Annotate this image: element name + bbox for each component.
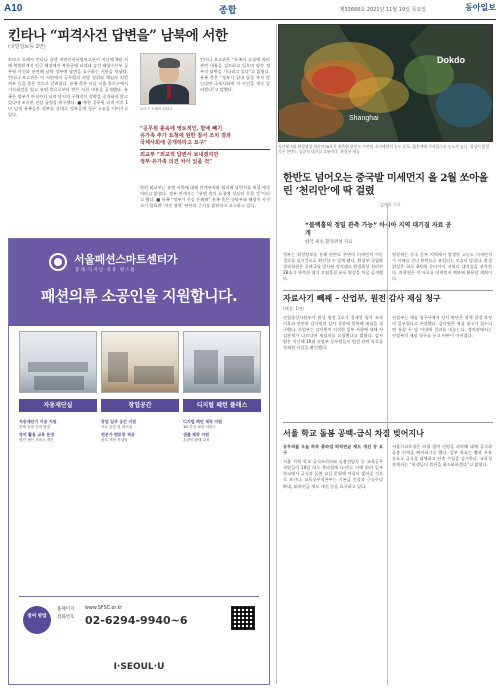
article1-headline: 킨타나 “피격사건 답변을” 남북에 서한 (8, 28, 228, 44)
ad-col-item: 온라인 판매 교육 (183, 437, 210, 442)
ad-col-item: 판로 개척 컨설팅 (101, 437, 128, 442)
ad-col-title: 디지털 패턴 플래스 (183, 399, 261, 412)
page-header (4, 2, 496, 20)
ad-col-item: 봉제 공장 인력 양성 (19, 424, 51, 429)
ad-photo-digital-pattern (183, 331, 261, 393)
article4-body-text: 서울 지역 학교 급식조리사와 돌봄전담사 등 교육공무직원들이 19일 하루 총파업에 나선다. 이에 따라 일부 학교에서 급식과 돌봄 교실 운영에 차질이 빚어질 것으로 보인다. 교육공무직본부는 기본급 인상과 근속수당 확대, 퇴직연금 제도 개선 등을 요구하고 있다. (283, 459, 383, 489)
ad-brand: 서울패션스마트센터가 (74, 253, 178, 266)
pullquote-line: 정부·유가족 의견 차이 있을 것” (140, 159, 213, 165)
article2-headline: 한반도 넘어오는 중국발 미세먼지 올 2월 쏘아올린 ‘천리안’에 딱 걸렸 (283, 172, 488, 197)
page-number: A10 (4, 3, 23, 14)
article3-headline: 자료사기 빼째 – 산업부, 원전 감사 재심 청구 (283, 293, 441, 303)
ad-slogan: 패션의류 소공인을 지원합니다. (40, 287, 238, 305)
ad-photo-row (19, 331, 261, 393)
ad-col-item: 사무 공간 및 회의실 (101, 424, 133, 429)
ad-col-item: 자동재단기 이용 지원 (19, 419, 57, 424)
section-name: 종합 (219, 6, 237, 16)
article1-body-col3: 한편 외교부는 유엔 서한에 대해 관계부처와 협의해 답변서를 보낼 예정이라고 밝혔다. 정부 관계자는 “유엔 측의 요청에 성실히 응할 것”이라고 했다. ■ 유족 “정부가 진실 은폐해” 유족 측은 국방부와 해경이 사건 초기 발표한 ‘자진 월북’ 판단의 근거를 밝히라고 요구하고 있다. (140, 185, 270, 209)
article3-sub: (해설: 1면) (283, 306, 304, 311)
ad-contact-label: 전화번호 (57, 615, 75, 620)
ad-col-title: 창업공간 (101, 399, 179, 412)
ad-photo-cutting-room (19, 331, 97, 393)
person-photo (140, 53, 196, 105)
article1-body-col1: 토마스 오헤아 킨타나 유엔 북한인권특별보고관이 지난해 9월 서해 북방한계선 인근 해상에서 북한군에 피격돼 숨진 해양수산부 공무원 사건과 관련해 남북 정부에 답변을 요구하는 서한을 보냈다. 킨타나 보고관은 이 서한에서 공무원의 사망 경위와 책임자 처벌 여부 등을 물은 것으로 알려졌다. 유족 측은 이날 서울 종로구에서 기자회견을 열고 유엔 측으로부터 받은 서한 내용을 공개했다. 유족은 정부가 아직까지 피격 당시의 구체적인 상황을 공개하지 않고 있다며 조속한 진상 규명을 촉구했다. ■ 북한 공무원 피격 이후 1년 넘게 유족들은 정부를 상대로 정보공개 청구 소송을 이어가고 있다. (8, 57, 128, 117)
article2-body-col2: 영상에는 중국 동부 지역에서 발생한 고농도 미세먼지가 서해를 건너 한반도로 유입되는 모습이 담겼다. 환경위성은 하루 8차례 동아시아 지역의 대기질을 관측한다. 과학원은 이 자료를 미세먼지 예보에 활용할 계획이다. (392, 252, 492, 282)
ad-col-item: 전문가 멘토링 제공 (101, 432, 135, 437)
article1-pullquote (140, 126, 270, 181)
article2-byline: 김예윤 기자 (380, 202, 401, 207)
ad-contact-labels (57, 606, 74, 622)
ad-website-link[interactable]: www.SFSC.or.kr (85, 606, 123, 611)
advertisement (8, 238, 270, 685)
article2b-headline: “블랙홀의 정밀 관측 가능” 아시아 지역 대기질 자료 공개 (305, 222, 452, 237)
article4-body-col2: 서울시교육청은 파업 참여 인원을 파악해 대체 급식과 돌봄 인력을 배치하기로 했다. 일부 학교는 빵과 우유 등으로 급식을 대체하고 단축 수업을 실시한다. 교육청 관계자는 “학생들의 불편을 최소화하겠다”고 밝혔다. (392, 444, 492, 468)
ad-brand-sub: 봉제·디자인·유통 원스톱 (75, 268, 136, 273)
pullquote-line: 유가족 추가 요청에 원한 참서 조치 결과 (140, 133, 232, 139)
ad-phone-number: 02-6294-9940~6 (85, 614, 188, 627)
column-divider (387, 205, 388, 685)
article4-headline: 서울 학교 돌봄 공백-급식 차질 빚어지나 (283, 428, 424, 438)
ad-contact-label: 홈페이지 (57, 607, 75, 612)
section-divider (283, 422, 493, 423)
pullquote-line: 국제사회에 공개하라고 요구” (140, 140, 207, 146)
article3-body-col1: 산업통상자원부가 월성 원전 1호기 경제성 평가 조작 의혹과 관련한 감사원의 감사 결과에 불복해 재심을 청구했다. 산업부는 감사원이 지적한 일부 사항에 대해 사실관계가 다르다며 재심의를 요청했다고 밝혔다. 감사원은 지난해 10월 산업부 공무원들이 원전 관련 자료를 삭제한 사실을 확인했다. (283, 315, 383, 351)
article2b-sub: 한국 최초 환경위성 자료 (305, 240, 353, 245)
ad-col-item: 디지털 패턴 제작 지원 (183, 419, 222, 424)
article3-body-col2: 산업부는 재심 청구서에서 당시 판단은 정책 결정 과정의 일부였다고 주장했다. 감사원은 재심 청구가 접수되면 통상 두 달 이내에 결과를 내놓는다. 정치권에서는 산업부의 재심 청구를 두고 비판이 이어졌다. (392, 315, 492, 339)
ad-contact-badge: 참여 방법 (23, 606, 51, 634)
article1-subhead: (국민일보등 2면) (8, 44, 46, 50)
article4-lead: 공무직들 오늘 하루 총파업 퇴직연금 제도 개선 등 요구 (283, 444, 383, 456)
ad-banner (9, 239, 269, 326)
ad-col-item: 창업 입주 공간 지원 (101, 419, 137, 424)
map-label-city2: Shanghai (349, 115, 379, 122)
pullquote-line: 외교부 “외교적 답변서 보내겠지만 (140, 152, 219, 158)
ad-contact-section (9, 596, 269, 684)
ad-col-title: 자동재단실 (19, 399, 97, 412)
column-divider (276, 24, 277, 684)
map-caption: 지난해 3월 환경위성 천리안2B호가 관측한 한반도 주변의 초미세먼지 농도 분포. 붉은색에 가까울수록 농도가 높다. 위성이 밝힌 것은 한반도 상공의 대기질 흐름이다. 환경부 제공 (278, 144, 490, 154)
ad-col-body (101, 417, 179, 443)
ad-col-item: 3D 가상 피팅 서비스 (183, 424, 216, 429)
article4-body-col1 (283, 444, 383, 684)
ad-col-body (19, 417, 97, 443)
map-label-city1: Dokdo (437, 55, 465, 65)
seoul-logo: I·SEOUL·U (113, 662, 165, 672)
issue-date: 제33666호 2021년 11월 19일 목요일 (339, 7, 426, 13)
qr-code-icon (231, 606, 255, 630)
article2-body-col1: 정부는 위성정보를 통해 한반도 주변의 미세먼지 이동 경로를 실시간으로 확인할 수 있게 됐다. 환경부 국립환경과학원은 올해 2월 발사된 정지궤도 환경위성 천리안2B호가 관측한 대기 오염물질 분포 영상을 처음 공개했다. (283, 252, 383, 282)
satellite-map-image (278, 24, 493, 142)
person-photo-caption: 토마스 오헤아 킨타나 (140, 107, 173, 111)
section-divider (283, 290, 493, 291)
ad-col-item: 원단 재단 서비스 제공 (19, 437, 54, 442)
article1-body-col2: 킨타나 보고관은 “유족의 요청에 따라 관련 내용을 검토하고 있으며 양측 정부의 답변을 기다리고 있다”고 밝혔다. 유족 측은 “정부가 끝내 답을 주지 않는다면 국제사회에 이 사건을 계속 알리겠다”고 말했다. (200, 57, 270, 93)
ad-col-item: 장비 활용 교육 운영 (19, 432, 55, 437)
pullquote-line: “공무원 훈육에 영토적인, 함에 빼기 (140, 126, 223, 132)
masthead-logo: 동아일보 (465, 2, 496, 12)
ad-photo-startup-space (101, 331, 179, 393)
ad-col-item: 샘플 제작 지원 (183, 432, 209, 437)
ad-col-body (183, 417, 261, 443)
